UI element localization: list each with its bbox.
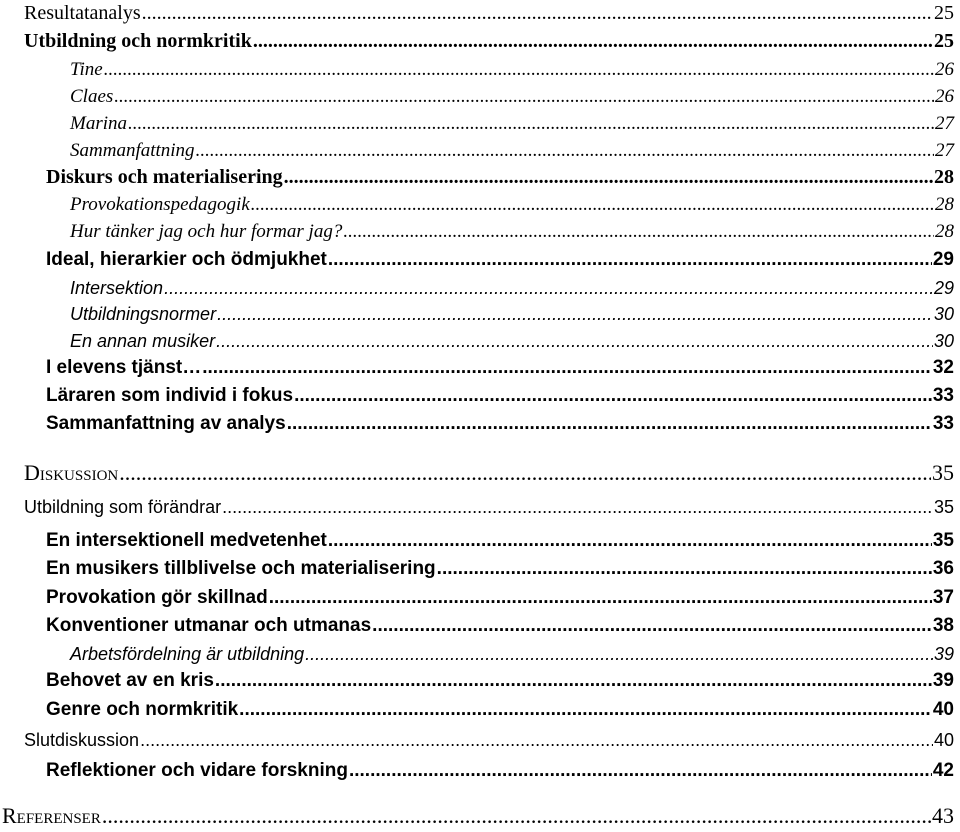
toc-entry-title: Konventioner utmanar och utmanas (46, 615, 372, 636)
toc-entry-page: 33 (932, 413, 954, 434)
toc-leader-dots (253, 30, 933, 53)
toc-entry-title: En annan musiker (70, 331, 216, 351)
toc-leader-dots (343, 221, 934, 243)
toc-entry-title: Referenser (2, 803, 101, 828)
toc-entry-title: Claes (70, 86, 114, 107)
toc-entry-title: Sammanfattning av analys (46, 413, 286, 434)
toc-entry-behovet-av-en-kris[interactable] (46, 670, 954, 692)
toc-entry-page: 28 (935, 221, 954, 242)
toc-entry-title: Marina (70, 113, 127, 134)
toc-entry-title: Sammanfattning (70, 140, 195, 161)
toc-entry-page: 35 (933, 497, 954, 517)
toc-entry-title: Ideal, hierarkier och ödmjukhet (46, 249, 327, 270)
toc-entry-claes[interactable] (70, 86, 954, 108)
toc-entry-page: 30 (933, 331, 954, 351)
toc-leader-dots (102, 803, 931, 829)
toc-leader-dots (140, 730, 933, 751)
toc-entry-page: 25 (934, 2, 954, 24)
toc-entry-genre-och-normkritik[interactable] (46, 699, 954, 721)
toc-entry-title: Behovet av en kris (46, 670, 214, 691)
toc-entry-title: En intersektionell medvetenhet (46, 530, 327, 551)
toc-entry-title: Resultatanalys (24, 2, 141, 24)
toc-entry-title: Utbildningsnormer (70, 304, 217, 324)
toc-leader-dots (222, 497, 933, 518)
toc-entry-page: 29 (932, 249, 954, 270)
toc-entry-sammanfattning[interactable] (70, 140, 954, 162)
toc-entry-lararen-som-individ[interactable] (46, 385, 954, 407)
toc-entry-reflektioner[interactable] (46, 760, 954, 782)
toc-entry-provokationspedagogik[interactable] (70, 194, 954, 216)
toc-entry-page: 26 (935, 86, 954, 107)
toc-entry-referenser[interactable] (2, 803, 954, 829)
toc-leader-dots (251, 194, 934, 216)
toc-entry-title: Tine (70, 59, 103, 80)
toc-entry-page: 40 (933, 730, 954, 750)
toc-leader-dots (217, 304, 933, 325)
toc-leader-dots (215, 670, 932, 692)
toc-entry-arbetsfordelning[interactable] (70, 644, 954, 665)
toc-entry-i-elevens-tjanst[interactable] (46, 357, 954, 379)
toc-entry-page: 30 (933, 304, 954, 324)
toc-entry-title: Diskussion (24, 460, 119, 485)
toc-entry-musikers-tillblivelse[interactable] (46, 558, 954, 580)
toc-entry-page: 28 (935, 194, 954, 215)
toc-entry-en-annan-musiker[interactable] (70, 331, 954, 352)
toc-leader-dots (119, 460, 931, 486)
toc-entry-page: 27 (935, 113, 954, 134)
toc-entry-title: En musikers tillblivelse och materialisering (46, 558, 436, 579)
toc-leader-dots (239, 699, 932, 721)
toc-leader-dots (114, 86, 934, 108)
toc-entry-page: 28 (934, 166, 954, 188)
toc-leader-dots (196, 140, 934, 162)
toc-entry-page: 40 (932, 699, 954, 720)
toc-entry-utbildning-och-normkritik[interactable] (24, 30, 954, 53)
toc-entry-slutdiskussion[interactable] (24, 730, 954, 751)
toc-leader-dots (328, 249, 932, 271)
toc-entry-title: Hur tänker jag och hur formar jag? (70, 221, 343, 242)
toc-entry-diskurs-och-materialisering[interactable] (46, 166, 954, 189)
toc-entry-title: I elevens tjänst… (46, 357, 202, 378)
toc-leader-dots (294, 385, 932, 407)
toc-entry-page: 36 (932, 558, 954, 579)
toc-entry-intersektion[interactable] (70, 278, 954, 299)
toc-entry-title: Utbildning som förändrar (24, 497, 222, 517)
toc-entry-title: Diskurs och materialisering (46, 166, 283, 188)
toc-leader-dots (372, 615, 932, 637)
toc-leader-dots (269, 587, 932, 609)
toc-entry-marina[interactable] (70, 113, 954, 135)
toc-entry-sammanfattning-av-analys[interactable] (46, 413, 954, 435)
toc-entry-title: Läraren som individ i fokus (46, 385, 294, 406)
toc-entry-provokation-gor-skillnad[interactable] (46, 587, 954, 609)
toc-entry-page: 43 (932, 803, 954, 828)
toc-entry-page: 35 (932, 460, 954, 485)
toc-entry-page: 42 (932, 760, 954, 781)
toc-entry-page: 27 (935, 140, 954, 161)
toc-entry-page: 37 (932, 587, 954, 608)
toc-leader-dots (104, 59, 934, 81)
toc-leader-dots (128, 113, 934, 135)
toc-entry-resultatanalys[interactable] (24, 2, 954, 25)
toc-leader-dots (287, 413, 932, 435)
toc-leader-dots (349, 760, 932, 782)
toc-entry-tine[interactable] (70, 59, 954, 81)
toc-leader-dots (305, 644, 933, 665)
toc-entry-ideal-hierarkier[interactable] (46, 249, 954, 271)
toc-entry-page: 39 (933, 644, 954, 664)
toc-entry-utbildningsnormer[interactable] (70, 304, 954, 325)
toc-entry-page: 26 (935, 59, 954, 80)
toc-leader-dots (216, 331, 933, 352)
toc-entry-page: 25 (934, 30, 954, 52)
toc-entry-title: Provokationspedagogik (70, 194, 250, 215)
toc-entry-title: Intersektion (70, 278, 164, 298)
toc-entry-konventioner-utmanar[interactable] (46, 615, 954, 637)
toc-leader-dots (164, 278, 933, 299)
toc-leader-dots (142, 2, 933, 25)
toc-entry-title: Reflektioner och vidare forskning (46, 760, 348, 781)
toc-entry-page: 32 (932, 357, 954, 378)
toc-entry-page: 33 (932, 385, 954, 406)
toc-leader-dots (202, 357, 932, 379)
toc-entry-title: Provokation gör skillnad (46, 587, 268, 608)
toc-entry-page: 35 (932, 530, 954, 551)
toc-leader-dots (437, 558, 932, 580)
toc-entry-page: 38 (932, 615, 954, 636)
toc-entry-page: 39 (932, 670, 954, 691)
toc-entry-title: Arbetsfördelning är utbildning (70, 644, 305, 664)
toc-entry-utbildning-som-forandrar[interactable] (24, 497, 954, 518)
toc-leader-dots (328, 530, 932, 552)
toc-entry-hur-tanker-jag[interactable] (70, 221, 954, 243)
toc-leader-dots (284, 166, 933, 189)
toc-entry-title: Genre och normkritik (46, 699, 239, 720)
toc-entry-diskussion[interactable] (24, 460, 954, 486)
toc-entry-intersektionell-medvetenhet[interactable] (46, 530, 954, 552)
toc-entry-title: Utbildning och normkritik (24, 30, 252, 52)
toc-entry-title: Slutdiskussion (24, 730, 140, 750)
toc-entry-page: 29 (933, 278, 954, 298)
